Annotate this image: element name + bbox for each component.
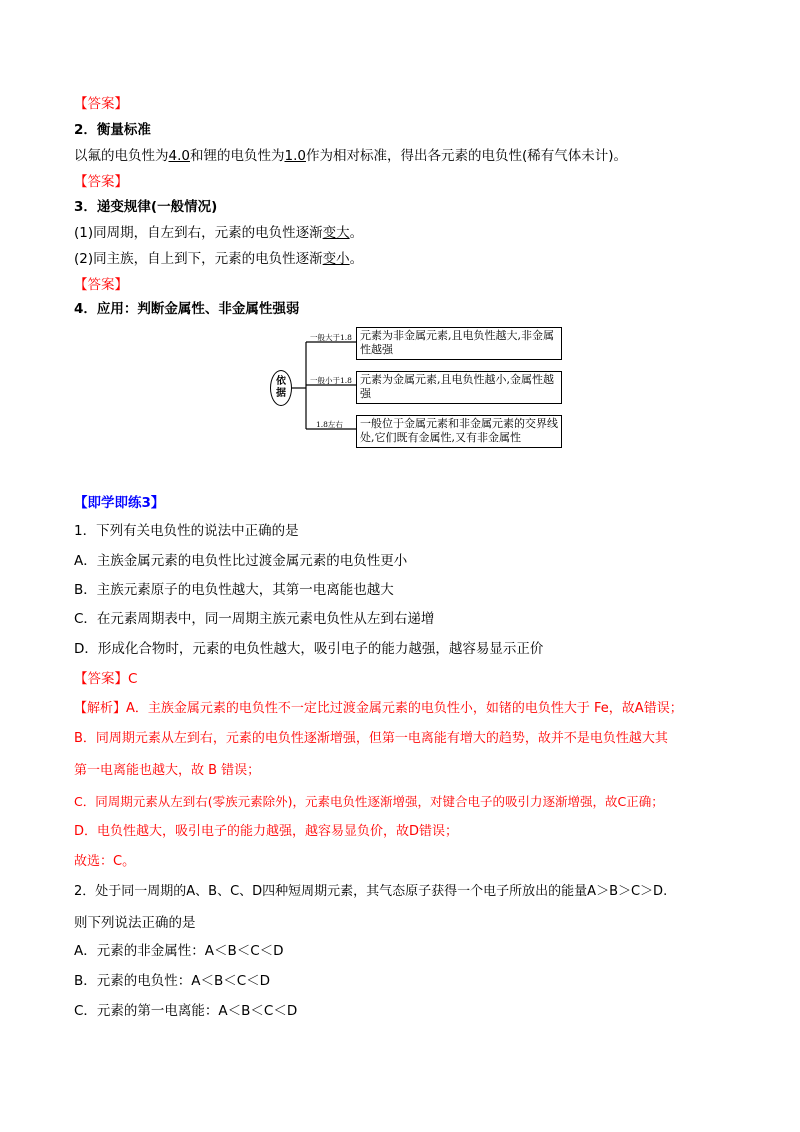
basis-oval	[270, 370, 292, 406]
box-metal: 元素为金属元素,且电负性越小,金属性越强	[356, 371, 562, 404]
label-less-1-8: 一般小于1.8	[310, 376, 352, 385]
q1-analysis-line-4: C．同周期元素从左到右(零族元素除外)，元素电负性逐渐增强，对键合电子的吸引力逐渐增强，故C正确；	[74, 794, 664, 809]
analysis-text: A．主族金属元素的电负性不一定比过渡金属元素的电负性小，如锗的电负性大于 Fe，故A错误；	[126, 701, 683, 716]
q2-option-c: C．元素的第一电离能：A＜B＜C＜D	[74, 1003, 298, 1019]
q1-analysis-line-6: 故选：C。	[74, 854, 136, 869]
text-part: (2)同主族，自上到下，元素的电负性逐渐	[74, 251, 323, 267]
oval-char: 据	[276, 388, 286, 399]
q1-option-d: D．形成化合物时，元素的电负性越大，吸引电子的能力越强，越容易显示正价	[74, 641, 544, 657]
trend-value: 变小	[322, 251, 350, 267]
practice-title: 【即学即练3】	[74, 495, 165, 511]
text-part: 以氟的电负性为	[74, 148, 169, 164]
q1-analysis-line-3: 第一电离能也越大，故 B 错误；	[74, 763, 261, 778]
q1-answer	[74, 670, 137, 688]
text-part: 。	[349, 225, 364, 241]
heading-measurement-standard: 2．衡量标准	[74, 122, 151, 138]
answer-label-1: 【答案】	[74, 96, 128, 112]
measurement-text	[74, 147, 627, 165]
fluorine-value: 4.0	[168, 148, 190, 164]
q2-stem-line-2: 则下列说法正确的是	[74, 915, 196, 931]
label-around-1-8: 1.8左右	[316, 420, 343, 429]
q1-option-b: B．主族元素原子的电负性越大，其第一电离能也越大	[74, 582, 394, 598]
q2-stem-line-1: 2．处于同一周期的A、B、C、D四种短周期元素，其气态原子获得一个电子所放出的能量A＞B＞C＞D.	[74, 884, 668, 899]
q2-option-a: A．元素的非金属性：A＜B＜C＜D	[74, 943, 284, 959]
text-part: 。	[349, 251, 364, 267]
text-part: 和锂的电负性为	[189, 148, 285, 164]
electronegativity-diagram	[266, 323, 566, 455]
analysis-label: 【解析】	[74, 701, 127, 716]
answer-label-3: 【答案】	[74, 277, 128, 293]
answer-value: C	[128, 671, 138, 687]
q1-analysis-line-5: D．电负性越大，吸引电子的能力越强，越容易显负价，故D错误；	[74, 824, 459, 839]
q1-stem: 1．下列有关电负性的说法中正确的是	[74, 523, 299, 539]
box-nonmetal: 元素为非金属元素,且电负性越大,非金属性越强	[356, 327, 562, 360]
q1-option-c: C．在元素周期表中，同一周期主族元素电负性从左到右递增	[74, 611, 435, 627]
q1-analysis-line-2: B．同周期元素从左到右，元素的电负性逐渐增强，但第一电离能有增大的趋势，故并不是电负性越大其	[74, 731, 668, 746]
heading-trend: 3．递变规律(一般情况)	[74, 199, 218, 215]
heading-application: 4．应用：判断金属性、非金属性强弱	[74, 301, 300, 317]
q2-option-b: B．元素的电负性：A＜B＜C＜D	[74, 973, 271, 989]
box-boundary: 一般位于金属元素和非金属元素的交界线处,它们既有金属性,又有非金属性	[356, 415, 562, 448]
trend-value: 变大	[322, 225, 350, 241]
q1-analysis-line-1	[74, 700, 683, 718]
answer-label-2: 【答案】	[74, 174, 128, 190]
text-part: (1)同周期，自左到右，元素的电负性逐渐	[74, 225, 323, 241]
q1-option-a: A．主族金属元素的电负性比过渡金属元素的电负性更小	[74, 553, 408, 569]
label-greater-1-8: 一般大于1.8	[310, 333, 352, 342]
text-part: 作为相对标准，得出各元素的电负性(稀有气体未计)。	[305, 148, 628, 164]
trend-period	[74, 224, 363, 242]
answer-label: 【答案】	[74, 671, 128, 687]
oval-char: 依	[276, 376, 286, 387]
trend-group	[74, 250, 363, 268]
lithium-value: 1.0	[284, 148, 306, 164]
